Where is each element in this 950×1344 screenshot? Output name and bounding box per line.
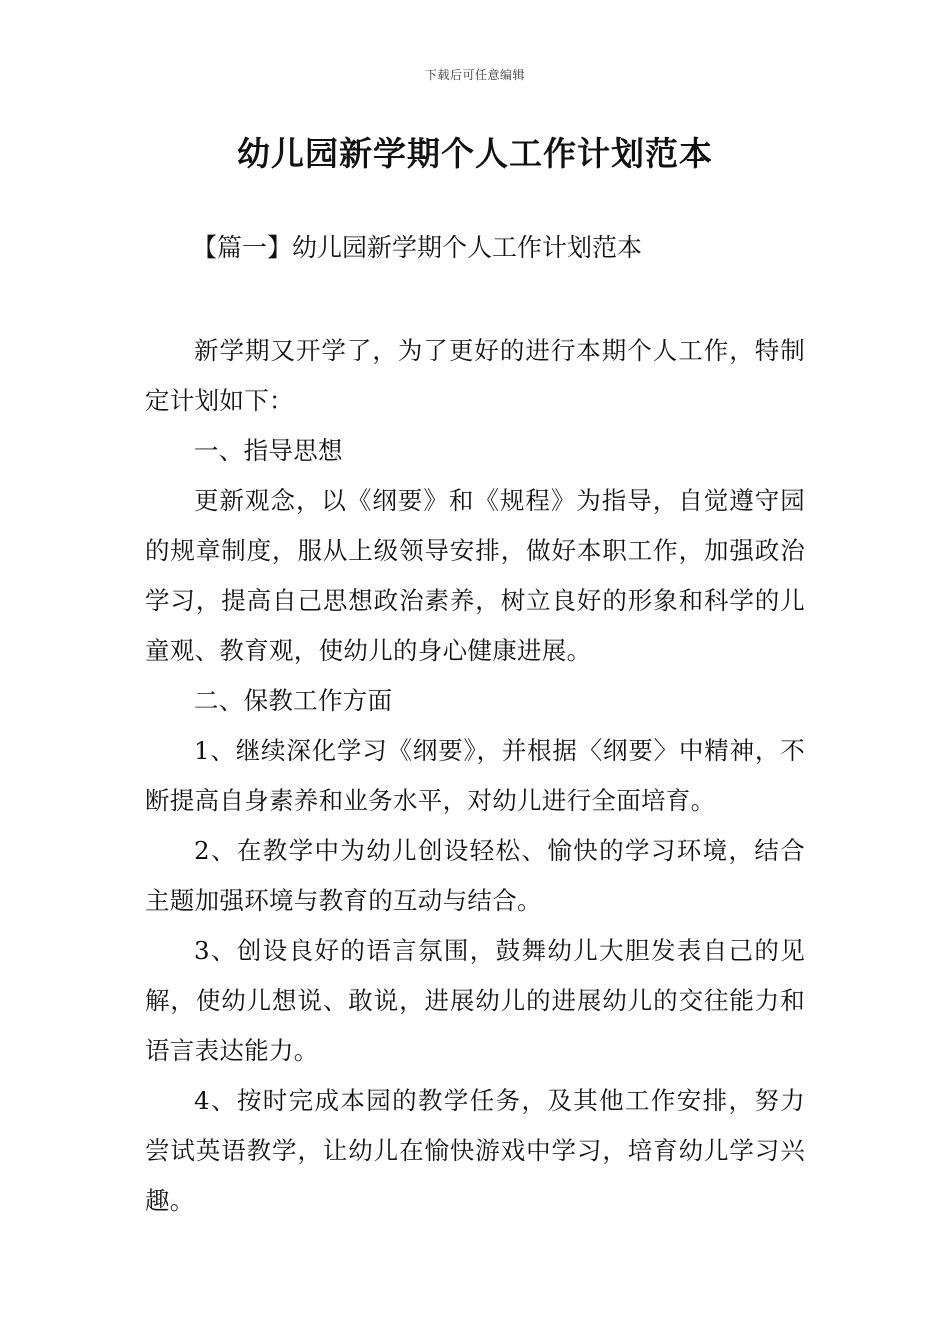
paragraph-item-2: 2、在教学中为幼儿创设轻松、愉快的学习环境，结合主题加强环境与教育的互动与结合。 — [145, 836, 805, 915]
paragraph-item-1: 1、继续深化学习《纲要》，并根据〈纲要〉中精神，不断提高自身素养和业务水平，对幼儿进行全面培育。 — [145, 736, 805, 815]
header-note: 下载后可任意编辑 — [424, 68, 525, 82]
paragraph-intro: 新学期又开学了，为了更好的进行本期个人工作，特制定计划如下： — [145, 336, 805, 415]
heading-teaching-work: 二、保教工作方面 — [194, 686, 393, 715]
paragraph-guiding-thought: 更新观念，以《纲要》和《规程》为指导，自觉遵守园的规章制度，服从上级领导安排，做好本职工作，加强政治学习，提高自己思想政治素养，树立良好的形象和科学的儿童观、教育观，使幼儿的身心健康进展。 — [145, 486, 805, 665]
section-heading: 【篇一】幼儿园新学期个人工作计划范本 — [192, 233, 643, 262]
paragraph-item-4: 4、按时完成本园的教学任务，及其他工作安排，努力尝试英语教学，让幼儿在愉快游戏中学习，培育幼儿学习兴趣。 — [145, 1086, 805, 1215]
document-title: 幼儿园新学期个人工作计划范本 — [237, 134, 713, 173]
heading-guiding-thought: 一、指导思想 — [194, 436, 343, 465]
document-body — [145, 326, 805, 1226]
paragraph-item-3: 3、创设良好的语言氛围，鼓舞幼儿大胆发表自己的见解，使幼儿想说、敢说，进展幼儿的进展幼儿的交往能力和语言表达能力。 — [145, 936, 805, 1065]
